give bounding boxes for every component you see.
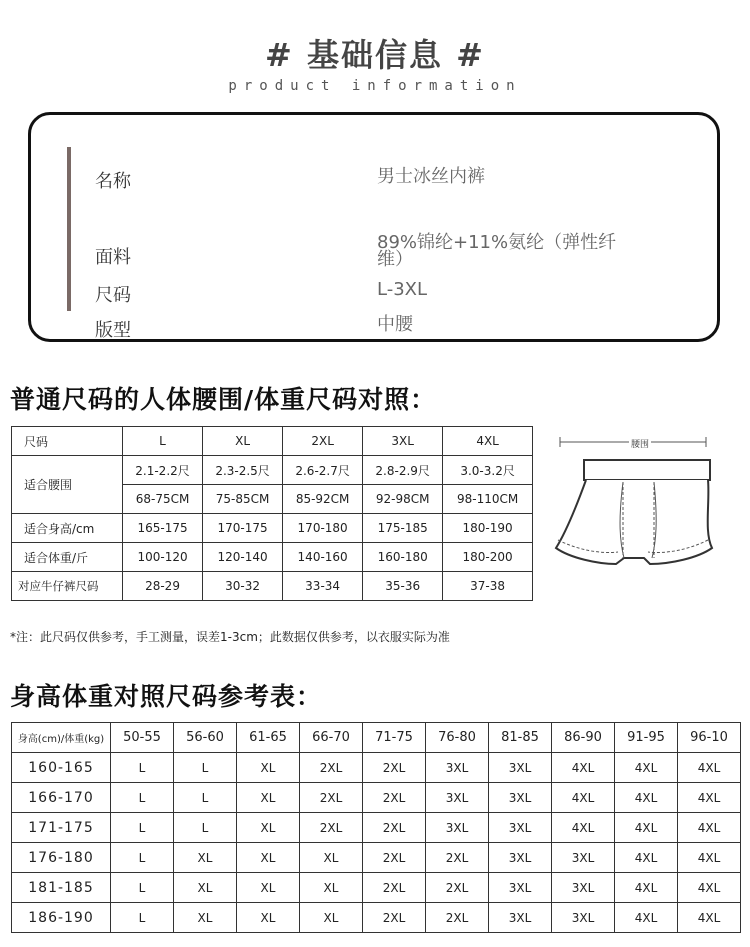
table-cell: 3XL [489, 783, 552, 813]
table-cell: 2.6-2.7尺 [283, 456, 363, 485]
table-cell: 2.3-2.5尺 [203, 456, 283, 485]
table-cell: 3.0-3.2尺 [443, 456, 533, 485]
table-row [12, 903, 741, 933]
table-cell: L [174, 753, 237, 783]
table-cell: L [174, 813, 237, 843]
table-cell: L [111, 903, 174, 933]
table-cell: 160-165 [12, 753, 111, 783]
table-row [12, 572, 533, 601]
table-cell: 71-75 [363, 723, 426, 753]
page-title: # 基础信息 # [265, 36, 485, 74]
table-cell: 170-175 [203, 514, 283, 543]
table-cell: L [111, 753, 174, 783]
table-cell: 28-29 [123, 572, 203, 601]
table-cell: 4XL [552, 813, 615, 843]
table-cell: 4XL [678, 753, 741, 783]
table-cell: 98-110CM [443, 485, 533, 514]
table-cell: XL [300, 843, 363, 873]
table-cell: 91-95 [615, 723, 678, 753]
table-cell: 2XL [363, 813, 426, 843]
table-cell: 2XL [363, 783, 426, 813]
table-cell: 3XL [426, 813, 489, 843]
table-cell: 4XL [615, 813, 678, 843]
table-row [12, 514, 533, 543]
table-cell: 75-85CM [203, 485, 283, 514]
table-cell: 4XL [615, 843, 678, 873]
table-cell: 4XL [678, 813, 741, 843]
table-cell: 3XL [363, 427, 443, 456]
table-row [12, 543, 533, 572]
table-row [12, 427, 533, 456]
size-note: *注：此尺码仅供参考，手工测量，误差1-3cm；此数据仅供参考，以衣服实际为准 [10, 630, 450, 644]
table-cell: 4XL [678, 783, 741, 813]
table-cell: 171-175 [12, 813, 111, 843]
table-cell: 85-92CM [283, 485, 363, 514]
table-cell: 56-60 [174, 723, 237, 753]
table-cell: 140-160 [283, 543, 363, 572]
table-cell: 50-55 [111, 723, 174, 753]
table-cell: 92-98CM [363, 485, 443, 514]
table-cell: 30-32 [203, 572, 283, 601]
table-cell: 3XL [552, 843, 615, 873]
table-cell: 适合腰围 [12, 456, 123, 514]
table-cell: 96-10 [678, 723, 741, 753]
table-cell: 4XL [678, 843, 741, 873]
table-cell: 37-38 [443, 572, 533, 601]
table-cell: 180-190 [443, 514, 533, 543]
table-cell: 2XL [426, 873, 489, 903]
table-cell: 2XL [426, 903, 489, 933]
table-row [12, 456, 533, 485]
table-cell: 3XL [489, 813, 552, 843]
table-cell: 4XL [615, 873, 678, 903]
table-cell: XL [237, 873, 300, 903]
table-cell: 180-200 [443, 543, 533, 572]
table-cell: 2.1-2.2尺 [123, 456, 203, 485]
table-cell: 33-34 [283, 572, 363, 601]
table-cell: 2XL [300, 753, 363, 783]
info-label-size: 尺码 [95, 285, 131, 306]
table-cell: 76-80 [426, 723, 489, 753]
product-info-box [28, 112, 720, 342]
table-cell: 3XL [489, 843, 552, 873]
table-cell: XL [237, 813, 300, 843]
table-cell: 尺码 [12, 427, 123, 456]
table-cell: 166-170 [12, 783, 111, 813]
info-accent-bar [67, 147, 71, 311]
table-cell: 2XL [300, 813, 363, 843]
table-cell: 适合体重/斤 [12, 543, 123, 572]
table-cell: 61-65 [237, 723, 300, 753]
table-cell: 160-180 [363, 543, 443, 572]
info-value-name: 男士冰丝内裤 [377, 166, 485, 187]
table-cell: 4XL [443, 427, 533, 456]
info-label-fit: 版型 [95, 320, 131, 341]
table-cell: XL [174, 873, 237, 903]
table-cell: XL [174, 843, 237, 873]
table-cell: 4XL [615, 903, 678, 933]
table-cell: 3XL [489, 873, 552, 903]
table-cell: L [174, 783, 237, 813]
table-cell: 81-85 [489, 723, 552, 753]
size-section-title: 普通尺码的人体腰围/体重尺码对照： [10, 385, 437, 414]
table-cell: XL [237, 753, 300, 783]
ref-section-title: 身高体重对照尺码参考表： [10, 682, 323, 711]
table-cell: 2XL [363, 903, 426, 933]
size-table [11, 426, 533, 601]
table-cell: 4XL [678, 903, 741, 933]
table-cell: XL [237, 903, 300, 933]
table-cell: 181-185 [12, 873, 111, 903]
table-cell: 3XL [489, 753, 552, 783]
info-value-fabric: 89%锦纶+11%氨纶（弹性纤维） [377, 232, 617, 270]
table-cell: 2XL [363, 753, 426, 783]
table-cell: 4XL [552, 753, 615, 783]
table-cell: 2XL [283, 427, 363, 456]
table-cell: 66-70 [300, 723, 363, 753]
table-cell: 2.8-2.9尺 [363, 456, 443, 485]
info-value-size: L-3XL [377, 279, 428, 300]
table-cell: 2XL [300, 783, 363, 813]
table-cell: L [123, 427, 203, 456]
table-cell: 4XL [678, 873, 741, 903]
table-cell: 3XL [552, 873, 615, 903]
table-row [12, 783, 741, 813]
briefs-diagram [548, 432, 718, 582]
table-cell: 176-180 [12, 843, 111, 873]
table-cell: 165-175 [123, 514, 203, 543]
table-cell: 170-180 [283, 514, 363, 543]
table-cell: 100-120 [123, 543, 203, 572]
table-cell: 4XL [552, 783, 615, 813]
table-cell: 86-90 [552, 723, 615, 753]
table-cell: 35-36 [363, 572, 443, 601]
table-row [12, 753, 741, 783]
table-row [12, 873, 741, 903]
table-cell: L [111, 873, 174, 903]
table-cell: XL [174, 903, 237, 933]
table-cell: 3XL [489, 903, 552, 933]
table-cell: 2XL [426, 843, 489, 873]
table-cell: 3XL [552, 903, 615, 933]
table-cell: 3XL [426, 783, 489, 813]
table-cell: L [111, 843, 174, 873]
table-row [12, 843, 741, 873]
info-label-name: 名称 [95, 171, 131, 192]
table-cell: 4XL [615, 753, 678, 783]
table-cell: 2XL [363, 843, 426, 873]
table-cell: 175-185 [363, 514, 443, 543]
table-row [12, 723, 741, 753]
table-cell: 120-140 [203, 543, 283, 572]
table-cell: XL [300, 903, 363, 933]
page-subtitle: product information [228, 78, 522, 94]
table-cell: L [111, 813, 174, 843]
table-cell: XL [203, 427, 283, 456]
table-cell: 3XL [426, 753, 489, 783]
info-value-fit: 中腰 [377, 314, 413, 335]
table-cell: 适合身高/cm [12, 514, 123, 543]
table-cell: 2XL [363, 873, 426, 903]
table-cell: 68-75CM [123, 485, 203, 514]
table-cell: XL [300, 873, 363, 903]
table-cell: L [111, 783, 174, 813]
table-cell: 4XL [615, 783, 678, 813]
info-label-fabric: 面料 [95, 247, 131, 268]
table-cell: XL [237, 783, 300, 813]
height-weight-table [11, 722, 741, 933]
waist-label: 腰围 [629, 437, 651, 450]
table-row [12, 813, 741, 843]
table-cell: XL [237, 843, 300, 873]
table-cell: 身高(cm)/体重(kg) [12, 723, 111, 753]
table-cell: 186-190 [12, 903, 111, 933]
table-cell: 对应牛仔裤尺码 [12, 572, 123, 601]
